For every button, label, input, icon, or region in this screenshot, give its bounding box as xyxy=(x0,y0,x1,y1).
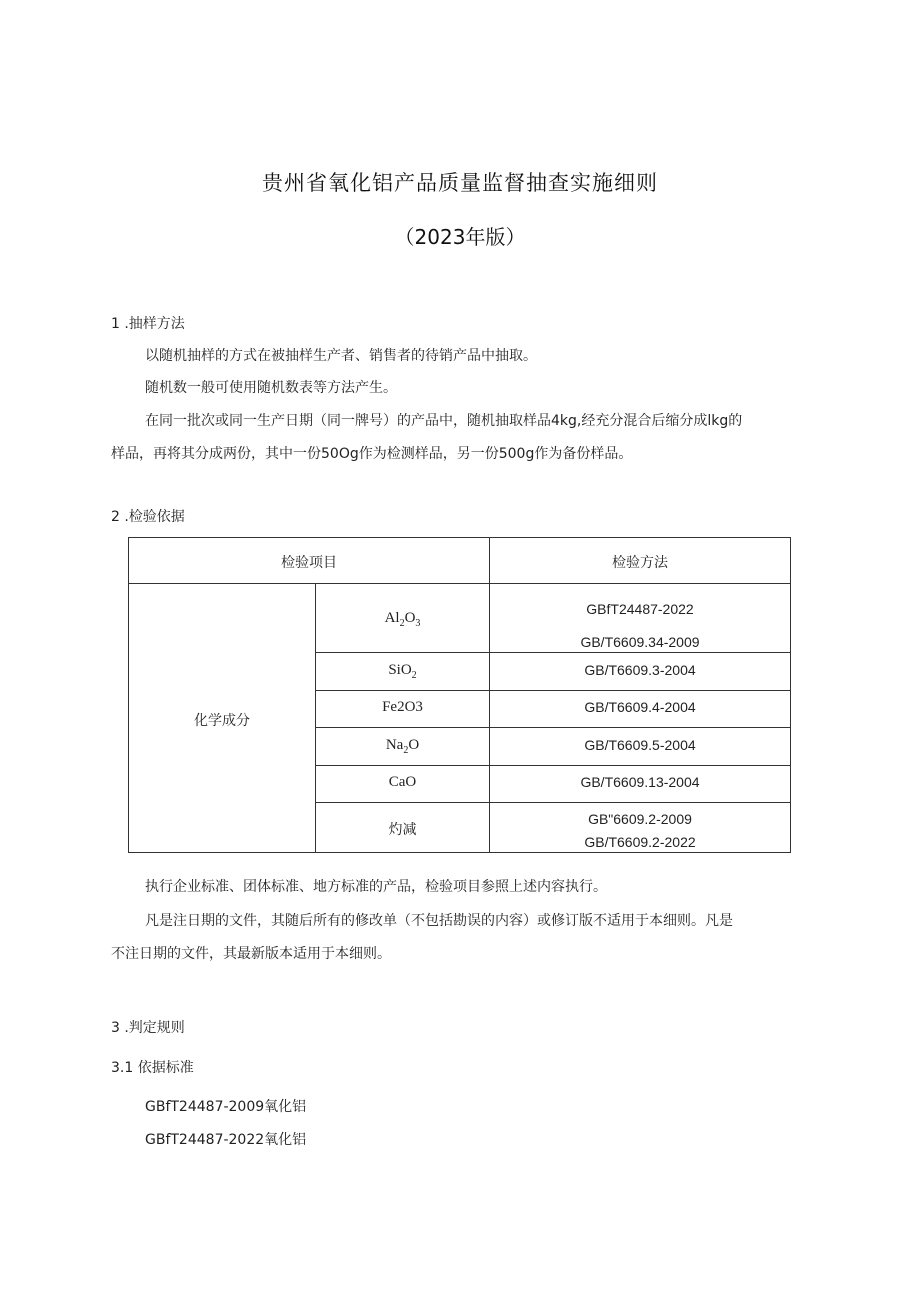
table-cell-method: GB/T6609.4-2004 xyxy=(584,699,696,715)
table-cell-method: GB/T6609.3-2004 xyxy=(584,662,696,678)
table-cell-item: $Na_2O$ xyxy=(385,737,420,756)
table-cell-item: $Al_2O_3$ xyxy=(384,610,421,629)
table-cell-method: GB/T6609.2-2022 xyxy=(584,834,696,850)
section-2-note: 执行企业标准、团体标准、地方标准的产品，检验项目参照上述内容执行。 xyxy=(145,879,607,895)
table-cell-item: Fe2O3 xyxy=(382,699,423,715)
group-label: 化学成分 xyxy=(194,713,250,729)
table-cell-method: GB/T6609.5-2004 xyxy=(584,737,696,753)
section-1-paragraph: 样品，再将其分成两份，其中一份50Og作为检测样品，另一份500g作为备份样品。 xyxy=(111,446,633,462)
section-2-note: 凡是注日期的文件，其随后所有的修改单（不包括勘误的内容）或修订版不适用于本细则。凡是 xyxy=(145,913,733,929)
standard-item: GBfT24487-2022氧化铝 xyxy=(145,1132,307,1148)
table-rule xyxy=(129,583,790,584)
section-2-heading: 2 .检验依据 xyxy=(111,509,185,525)
section-1-paragraph: 随机数一般可使用随机数表等方法产生。 xyxy=(145,380,397,396)
table-rule xyxy=(315,652,790,653)
table-rule xyxy=(315,765,790,766)
table-rule xyxy=(315,802,790,803)
section-2-note: 不注日期的文件，其最新版本适用于本细则。 xyxy=(111,946,391,962)
table-header-method: 检验方法 xyxy=(612,555,668,571)
document-subtitle: （2023年版） xyxy=(394,225,526,249)
table-rule xyxy=(315,690,790,691)
section-1-paragraph: 以随机抽样的方式在被抽样生产者、销售者的待销产品中抽取。 xyxy=(145,348,537,364)
section-1-heading: 1 .抽样方法 xyxy=(111,316,185,332)
table-header-item: 检验项目 xyxy=(281,555,337,571)
section-1-paragraph: 在同一批次或同一生产日期（同一牌号）的产品中，随机抽取样品4kg,经充分混合后缩分成lkg的 xyxy=(145,413,743,429)
table-rule xyxy=(315,727,790,728)
table-cell-item: SiO$_2$ xyxy=(388,662,417,681)
table-cell-item: CaO xyxy=(388,774,417,790)
table-cell-method: GB"6609.2-2009 xyxy=(588,811,692,827)
document-title: 贵州省氧化铝产品质量监督抽查实施细则 xyxy=(262,171,658,195)
section-3-heading: 3 .判定规则 xyxy=(111,1020,185,1036)
table-cell-method: GBfT24487-2022 xyxy=(586,601,694,617)
table-cell-method: GB/T6609.34-2009 xyxy=(580,634,700,650)
section-3-1-heading: 3.1 依据标准 xyxy=(111,1060,194,1076)
table-cell-item: 灼减 xyxy=(388,822,417,838)
table-rule xyxy=(489,538,490,852)
table-cell-method: GB/T6609.13-2004 xyxy=(580,774,700,790)
standard-item: GBfT24487-2009氧化铝 xyxy=(145,1099,307,1115)
inspection-table xyxy=(128,537,791,853)
